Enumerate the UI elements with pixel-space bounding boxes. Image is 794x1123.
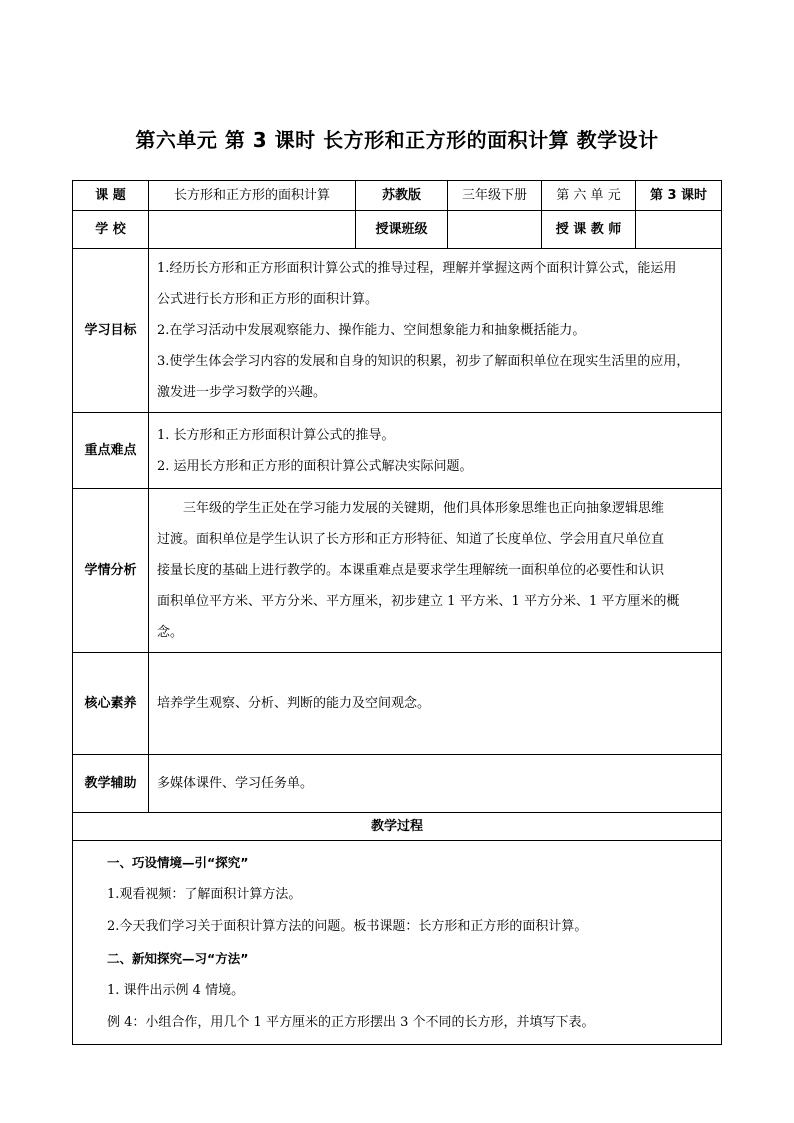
goals-content xyxy=(149,249,722,413)
row-process xyxy=(73,841,722,1045)
aids-label: 教学辅助 xyxy=(73,755,149,813)
row-literacy xyxy=(73,653,722,755)
class-value xyxy=(448,211,542,249)
lesson-plan-table xyxy=(72,180,722,1045)
analysis-label: 学情分析 xyxy=(73,489,149,653)
process-line: 2.今天我们学习关于面积计算方法的问题。板书课题：长方形和正方形的面积计算。 xyxy=(107,919,588,934)
row-process-header xyxy=(73,813,722,841)
class-label: 授课班级 xyxy=(356,211,448,249)
literacy-text: 培养学生观察、分析、判断的能力及空间观念。 xyxy=(157,696,431,711)
school-label: 学 校 xyxy=(73,211,149,249)
publisher-value: 苏教版 xyxy=(356,181,448,211)
key-points-content xyxy=(149,413,722,489)
process-line: 1. 课件出示例 4 情境。 xyxy=(107,983,245,998)
analysis-line: 接量长度的基础上进行教学的。本课重难点是要求学生理解统一面积单位的必要性和认识 xyxy=(157,563,665,578)
topic-label: 课 题 xyxy=(73,181,149,211)
analysis-line: 三年级的学生正处在学习能力发展的关键期，他们具体形象思维也正向抽象逻辑思维 xyxy=(183,501,665,516)
lesson-value: 第 3 课时 xyxy=(636,181,722,211)
row-school xyxy=(73,211,722,249)
analysis-line: 面积单位平方米、平方分米、平方厘米，初步建立 1 平方米、1 平方分米、1 平方厘米的概 xyxy=(157,594,680,609)
row-key-points xyxy=(73,413,722,489)
topic-value: 长方形和正方形的面积计算 xyxy=(149,181,356,211)
row-goals xyxy=(73,249,722,413)
goals-line: 公式进行长方形和正方形的面积计算。 xyxy=(157,292,379,307)
process-line: 例 4：小组合作，用几个 1 平方厘米的正方形摆出 3 个不同的长方形，并填写下表。 xyxy=(107,1015,595,1030)
school-value xyxy=(149,211,356,249)
process-line: 1.观看视频：了解面积计算方法。 xyxy=(107,887,302,902)
row-topic xyxy=(73,181,722,211)
process-header: 教学过程 xyxy=(73,813,722,841)
process-heading: 一、巧设情境—引“探究” xyxy=(107,855,249,870)
row-aids xyxy=(73,755,722,813)
literacy-label: 核心素养 xyxy=(73,653,149,755)
aids-content xyxy=(149,755,722,813)
goals-line: 3.使学生体会学习内容的发展和自身的知识的积累，初步了解面积单位在现实生活里的应用， xyxy=(157,354,690,369)
teacher-value xyxy=(636,211,722,249)
aids-text: 多媒体课件、学习任务单。 xyxy=(157,776,314,791)
key-points-line: 2. 运用长方形和正方形的面积计算公式解决实际问题。 xyxy=(157,458,473,474)
literacy-content xyxy=(149,653,722,755)
goals-label: 学习目标 xyxy=(73,249,149,413)
goals-line: 2.在学习活动中发展观察能力、操作能力、空间想象能力和抽象概括能力。 xyxy=(157,323,586,338)
grade-value: 三年级下册 xyxy=(448,181,542,211)
analysis-line: 念。 xyxy=(157,625,184,640)
goals-line: 1.经历长方形和正方形面积计算公式的推导过程，理解并掌握这两个面积计算公式，能运用 xyxy=(157,261,677,276)
analysis-line: 过渡。面积单位是学生认识了长方形和正方形特征、知道了长度单位、学会用直尺单位直 xyxy=(157,532,665,547)
teacher-label: 授 课 教 师 xyxy=(542,211,636,249)
key-points-line: 1. 长方形和正方形面积计算公式的推导。 xyxy=(157,427,395,443)
document-title: 第六单元 第 3 课时 长方形和正方形的面积计算 教学设计 xyxy=(135,128,659,152)
unit-value: 第 六 单 元 xyxy=(542,181,636,211)
process-content xyxy=(73,841,722,1045)
key-points-label: 重点难点 xyxy=(73,413,149,489)
row-analysis xyxy=(73,489,722,653)
analysis-content xyxy=(149,489,722,653)
goals-line: 激发进一步学习数学的兴趣。 xyxy=(157,385,327,400)
process-heading: 二、新知探究—习“方法” xyxy=(107,951,249,966)
